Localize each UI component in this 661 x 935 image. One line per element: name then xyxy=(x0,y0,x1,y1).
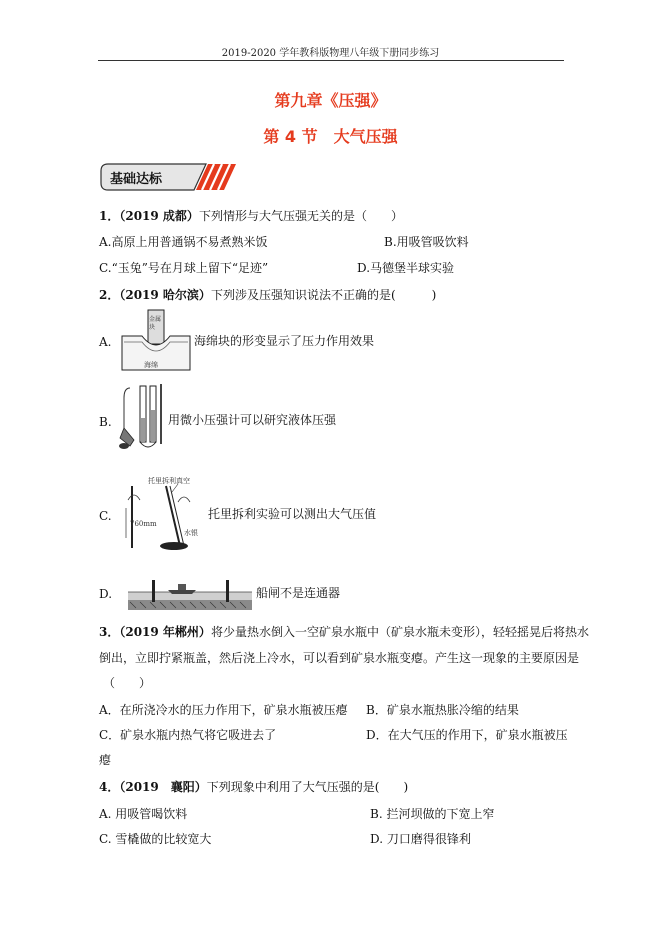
q1-option-b: B.用吸管吸饮料 xyxy=(384,235,469,249)
q3-option-d-cont: 瘪 xyxy=(99,753,112,767)
question-1-stem xyxy=(99,208,403,224)
question-text: 下列涉及压强知识说法不正确的是( ) xyxy=(210,288,437,302)
section-banner xyxy=(98,160,238,194)
fig-label-mercury: 水银 xyxy=(184,529,198,537)
torricelli-figure xyxy=(122,476,208,552)
question-number: 2． xyxy=(99,288,120,302)
page-header: 2019-2020 学年教科版物理八年级下册同步练习 xyxy=(221,48,440,59)
q4-option-a: A. 用吸管喝饮料 xyxy=(99,807,188,821)
q4-option-c: C. 雪橇做的比较宽大 xyxy=(99,832,212,846)
q2-option-d-text: 船闸不是连通器 xyxy=(256,586,341,600)
q3-option-d: D．在大气压的作用下，矿泉水瓶被压 xyxy=(366,728,568,742)
q1-option-a: A.高原上用普通锅不易煮熟米饭 xyxy=(99,235,268,249)
q3-option-b: B．矿泉水瓶热胀冷缩的结果 xyxy=(366,703,519,717)
q2-option-a-letter: A. xyxy=(99,335,112,349)
question-3-line-2: 倒出，立即拧紧瓶盖，然后浇上冷水，可以看到矿泉水瓶变瘪。产生这一现象的主要原因是 xyxy=(99,651,580,665)
question-3-line-3: （ ） xyxy=(103,676,152,690)
q4-option-d: D. 刀口磨得很锋利 xyxy=(370,832,471,846)
question-source: （2019 年郴州） xyxy=(119,625,211,639)
question-source: （2019 成都） xyxy=(119,209,199,223)
q3-option-a: A．在所浇冷水的压力作用下，矿泉水瓶被压瘪 xyxy=(99,703,348,717)
section-title: 第 4 节 大气压强 xyxy=(263,127,398,146)
header-divider xyxy=(98,60,564,61)
ship-lock-figure xyxy=(126,572,254,612)
fig-label-760mm: 760mm xyxy=(130,520,157,528)
q3-option-c: C．矿泉水瓶内热气将它吸进去了 xyxy=(99,728,277,742)
fig-label-sponge: 海绵 xyxy=(144,361,158,369)
fig-label-vacuum: 托里拆利真空 xyxy=(148,477,190,485)
q2-option-b-letter: B. xyxy=(99,415,112,429)
question-2-stem xyxy=(99,287,436,303)
fig-label-metal-block: 金属块 xyxy=(149,316,162,331)
q2-option-c-text: 托里拆利实验可以测出大气压值 xyxy=(208,507,377,521)
question-source: （2019 哈尔滨） xyxy=(119,288,211,302)
sponge-figure xyxy=(120,308,192,374)
question-text: 下列情形与大气压强无关的是（ ） xyxy=(198,209,403,223)
question-number: 1． xyxy=(99,209,120,223)
question-text-line-1: 将少量热水倒入一空矿泉水瓶中（矿泉水瓶未变形），轻轻摇晃后将热水 xyxy=(210,625,589,639)
banner-label: 基础达标 xyxy=(110,172,163,187)
q4-option-b: B. 拦河坝做的下宽上窄 xyxy=(370,807,495,821)
q2-option-c-letter: C. xyxy=(99,509,112,523)
question-number: 3． xyxy=(99,625,120,639)
q1-option-d: D.马德堡半球实验 xyxy=(357,261,455,275)
question-3-stem xyxy=(99,624,589,640)
q2-option-d-letter: D. xyxy=(99,587,113,601)
question-source: （2019 襄阳） xyxy=(119,780,207,794)
pressure-gauge-figure xyxy=(116,380,166,458)
q1-option-c: C.“玉兔”号在月球上留下“足迹” xyxy=(99,261,269,275)
question-text: 下列现象中利用了大气压强的是( ) xyxy=(206,780,409,794)
q2-option-a-text: 海绵块的形变显示了压力作用效果 xyxy=(194,334,375,348)
question-number: 4． xyxy=(99,780,120,794)
chapter-title: 第九章《压强》 xyxy=(274,91,387,110)
q2-option-b-text: 用微小压强计可以研究液体压强 xyxy=(168,413,337,427)
question-4-stem xyxy=(99,779,408,795)
